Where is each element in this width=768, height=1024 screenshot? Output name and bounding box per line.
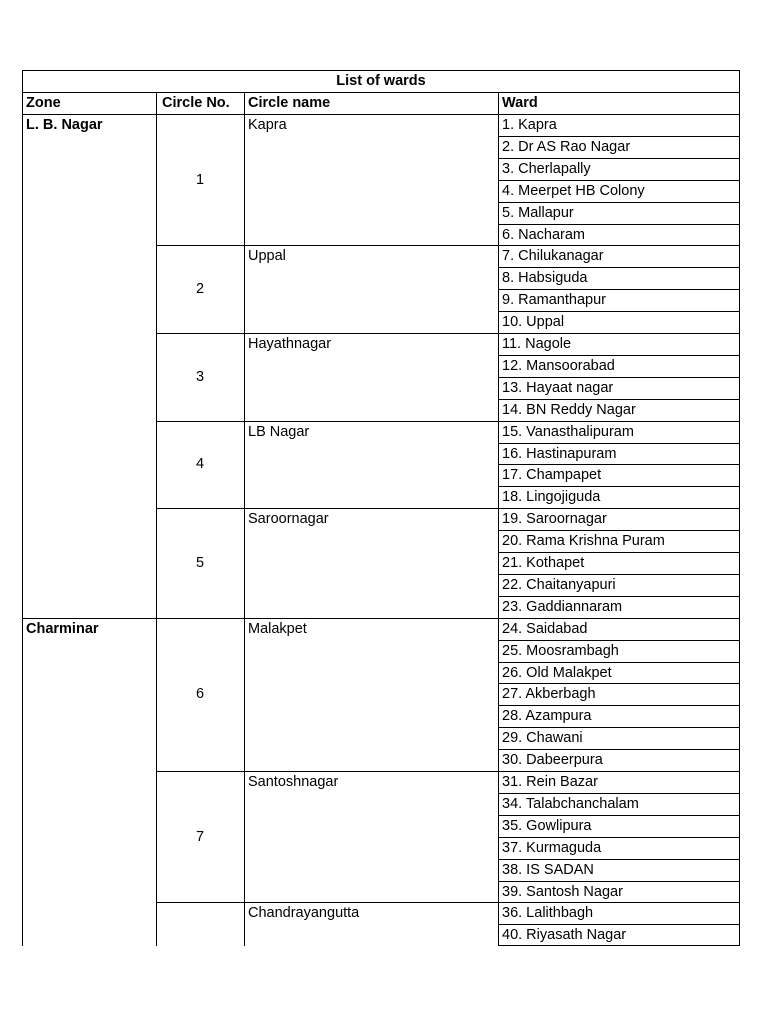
ward-column-border xyxy=(498,92,499,946)
circle-number: 2 xyxy=(195,281,205,298)
ward-item: 39. Santosh Nagar xyxy=(502,883,623,900)
ward-item: 18. Lingojiguda xyxy=(502,489,601,506)
circle-name: Kapra xyxy=(248,117,287,133)
ward-item: 10. Uppal xyxy=(502,314,565,331)
circle-number: 1 xyxy=(195,171,205,188)
zone-border xyxy=(22,618,740,619)
ward-item: 24. Saidabad xyxy=(502,620,588,637)
circle-border xyxy=(156,508,740,509)
ward-item: 40. Riyasath Nagar xyxy=(502,927,627,944)
ward-item: 11. Nagole xyxy=(502,336,572,352)
circle-number: 5 xyxy=(195,554,205,571)
ward-item: 2. Dr AS Rao Nagar xyxy=(502,138,631,155)
ward-item: 38. IS SADAN xyxy=(502,861,594,878)
header-zone: Zone xyxy=(26,95,61,111)
circle-name: Chandrayangutta xyxy=(248,905,360,922)
ward-list-table xyxy=(22,70,740,946)
ward-item: 6. Nacharam xyxy=(502,226,586,243)
circle-name: Malakpet xyxy=(248,620,307,637)
circle-border xyxy=(156,333,740,334)
ward-item: 17. Champapet xyxy=(502,467,602,484)
ward-item: 4. Meerpet HB Colony xyxy=(502,182,645,199)
ward-item: 20. Rama Krishna Puram xyxy=(502,533,665,550)
circle-border xyxy=(156,771,740,772)
circle-name: Hayathnagar xyxy=(248,336,332,352)
header-circle-no: Circle No. xyxy=(162,95,230,111)
ward-item: 31. Rein Bazar xyxy=(502,774,598,790)
ward-item: 22. Chaitanyapuri xyxy=(502,576,616,593)
ward-item: 9. Ramanthapur xyxy=(502,292,606,309)
ward-item: 36. Lalithbagh xyxy=(502,905,594,922)
ward-item: 37. Kurmaguda xyxy=(502,839,602,856)
ward-item: 5. Mallapur xyxy=(502,204,574,221)
ward-item: 15. Vanasthalipuram xyxy=(502,423,634,440)
ward-item: 13. Hayaat nagar xyxy=(502,379,614,396)
circle-name: Uppal xyxy=(248,248,286,265)
header-circle-name: Circle name xyxy=(248,95,331,111)
circle-name: LB Nagar xyxy=(248,423,310,440)
table-left-border xyxy=(22,70,23,946)
ward-item: 27. Akberbagh xyxy=(502,686,596,703)
circle-number: 7 xyxy=(195,828,205,845)
table-top-border xyxy=(22,70,740,71)
circle-number: 6 xyxy=(195,686,205,703)
ward-item: 8. Habsiguda xyxy=(502,270,588,287)
ward-item: 16. Hastinapuram xyxy=(502,445,617,462)
circle-border xyxy=(156,421,740,422)
ward-item: 7. Chilukanagar xyxy=(502,248,604,265)
zone-name: L. B. Nagar xyxy=(26,117,103,133)
ward-item: 29. Chawani xyxy=(502,730,583,747)
circle-name: Saroornagar xyxy=(248,511,329,528)
zone-border xyxy=(22,114,740,115)
ward-item: 35. Gowlipura xyxy=(502,817,592,834)
circle-name: Santoshnagar xyxy=(248,774,339,790)
table-title: List of wards xyxy=(336,73,426,89)
ward-item: 19. Saroornagar xyxy=(502,511,607,528)
circle-no-column-border xyxy=(156,92,157,946)
zone-name: Charminar xyxy=(26,620,99,637)
ward-item: 23. Gaddiannaram xyxy=(502,598,623,615)
ward-item: 12. Mansoorabad xyxy=(502,357,615,374)
circle-border xyxy=(156,902,740,903)
ward-item: 21. Kothapet xyxy=(502,555,585,571)
ward-item: 3. Cherlapally xyxy=(502,160,591,177)
circle-number: 3 xyxy=(195,368,205,385)
circle-name-column-border xyxy=(244,92,245,946)
circle-border xyxy=(156,245,740,246)
ward-item: 1. Kapra xyxy=(502,117,557,133)
ward-item: 26. Old Malakpet xyxy=(502,664,612,681)
ward-item: 25. Moosrambagh xyxy=(502,642,619,659)
ward-item: 30. Dabeerpura xyxy=(502,752,603,769)
ward-item: 14. BN Reddy Nagar xyxy=(502,401,636,418)
header-ward: Ward xyxy=(502,95,538,111)
circle-number: 4 xyxy=(195,456,205,473)
ward-item: 34. Talabchanchalam xyxy=(502,795,639,812)
ward-item: 28. Azampura xyxy=(502,708,592,725)
title-row-border xyxy=(22,92,740,93)
